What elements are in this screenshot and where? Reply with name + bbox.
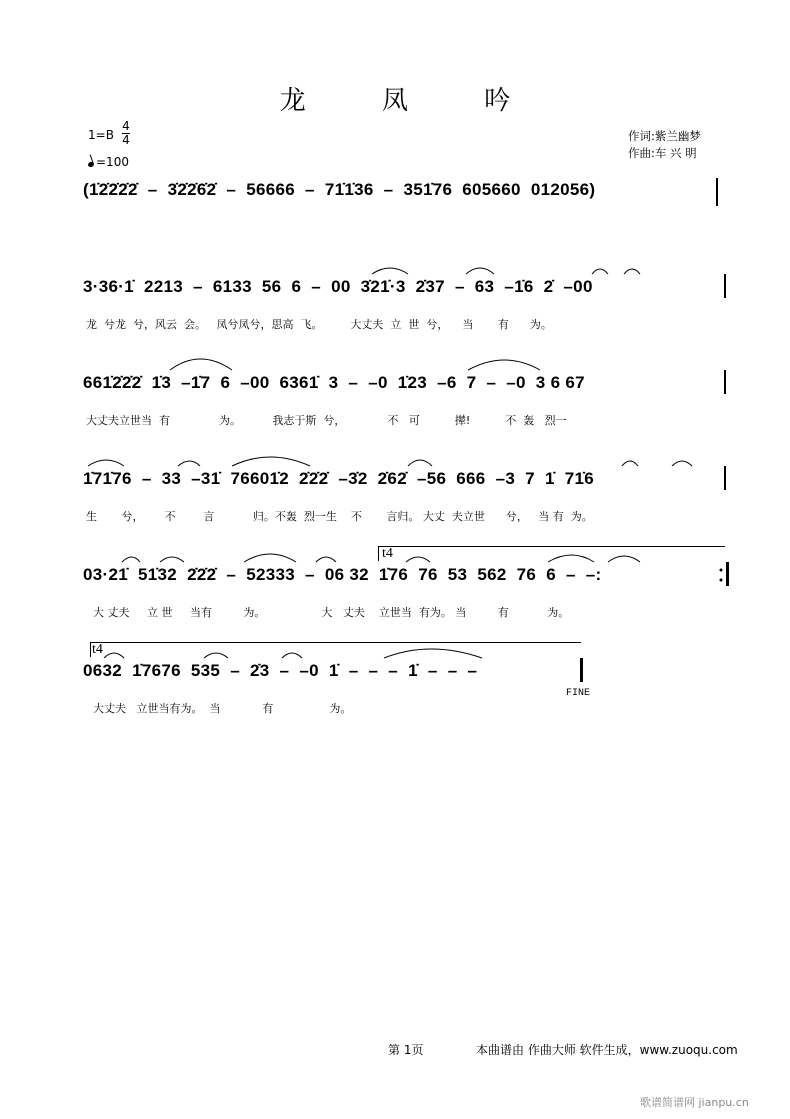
- music-line-1: (1̇2̇2̇2̇2̇ – 3̇2̇2̇6̇2̇ – 56666 – 71̇1̇36 – 351̇76 605660 012056): [83, 180, 596, 199]
- watermark: 歌谱简谱网 jianpu.cn: [640, 1096, 749, 1109]
- music-line-2: 3·36·1̇ 2213 – 6133 56 6 – 00 3̇21̇·3 2̇37 – 63 –1̇6 2̇ –00: [83, 277, 593, 296]
- slur: [316, 557, 336, 562]
- slur: [122, 557, 140, 562]
- page-number: 第 1页: [388, 1043, 424, 1057]
- volta-label-1: t4: [382, 546, 393, 561]
- lyrics-line-3: 大丈夫立世当 有 为。 我志于斯 兮， 不 可 撵! 不 轰 烈一: [86, 414, 567, 427]
- repeat-dot: [720, 579, 723, 582]
- slur: [178, 461, 200, 466]
- slur: [468, 360, 540, 370]
- slur: [372, 268, 408, 274]
- music-line-4: 1̇71̇76 – 33 –31̇ 76601̇2 2̇2̇2̇ –3̇2 2̇62̇ –56 666 –3 7 1̇ 71̇6: [83, 469, 595, 488]
- slur: [282, 653, 302, 658]
- repeat-dot: [720, 569, 723, 572]
- music-line-3: 661̇2̇2̇2̇ 1̇3 –1̇7 6 –00 6361̇ 3 – –0 1̇23 –6 7 – –0 3 6 67: [83, 373, 585, 392]
- slur: [608, 556, 640, 562]
- slur: [548, 555, 594, 562]
- composer: 作曲:车 兴 明: [628, 146, 697, 160]
- slur: [406, 557, 430, 562]
- music-line-5: 03·21̇ 51̇32 2̇2̇2̇ – 52333 – 06 32 1̇76 76 53 562 76 6 – –:: [83, 565, 602, 584]
- slur: [160, 557, 184, 562]
- slur: [672, 461, 692, 466]
- slur: [244, 554, 296, 562]
- slur: [170, 359, 232, 370]
- lyrics-line-5: 大 丈夫 立 世 当有 为。 大 丈夫 立世当 有为。 当 有 为。: [86, 606, 570, 619]
- slur: [104, 653, 124, 658]
- fine-marking: FINE: [566, 688, 591, 699]
- key-signature: 1=B: [88, 128, 114, 142]
- slur: [88, 460, 124, 466]
- slur: [204, 653, 228, 658]
- slur: [624, 269, 640, 274]
- lyricist: 作词:紫兰幽梦: [628, 129, 701, 143]
- software-credit: 本曲谱由 作曲大师 软件生成，www.zuoqu.com: [476, 1043, 738, 1057]
- tempo-marking: =100: [88, 155, 129, 169]
- slur: [466, 268, 494, 274]
- slur: [408, 460, 432, 466]
- meter-bottom: 4: [122, 133, 130, 147]
- slur: [622, 461, 638, 466]
- music-line-6: 0632 1̇7676 535 – 2̇3 – –0 1̇ – – – 1̇ – – –: [83, 661, 478, 680]
- volta-label-2: t4: [92, 642, 103, 657]
- slur: [592, 269, 608, 274]
- lyrics-line-6: 大丈夫 立世当有为。 当 有 为。: [86, 702, 352, 715]
- lyrics-line-2: 龙 兮龙 兮，风云 会。 凤兮凤兮，思高 飞。 大丈夫 立 世 兮， 当 有 为。: [86, 318, 552, 331]
- meter-top: 4: [122, 119, 130, 133]
- slur: [384, 649, 482, 658]
- lyrics-line-4: 生 兮， 不 言 归。不轰 烈一生 不 言归。 大丈 夫立世 兮， 当 有 为。: [86, 510, 593, 523]
- slur: [232, 457, 310, 466]
- song-title: 龙 凤 吟: [279, 86, 545, 116]
